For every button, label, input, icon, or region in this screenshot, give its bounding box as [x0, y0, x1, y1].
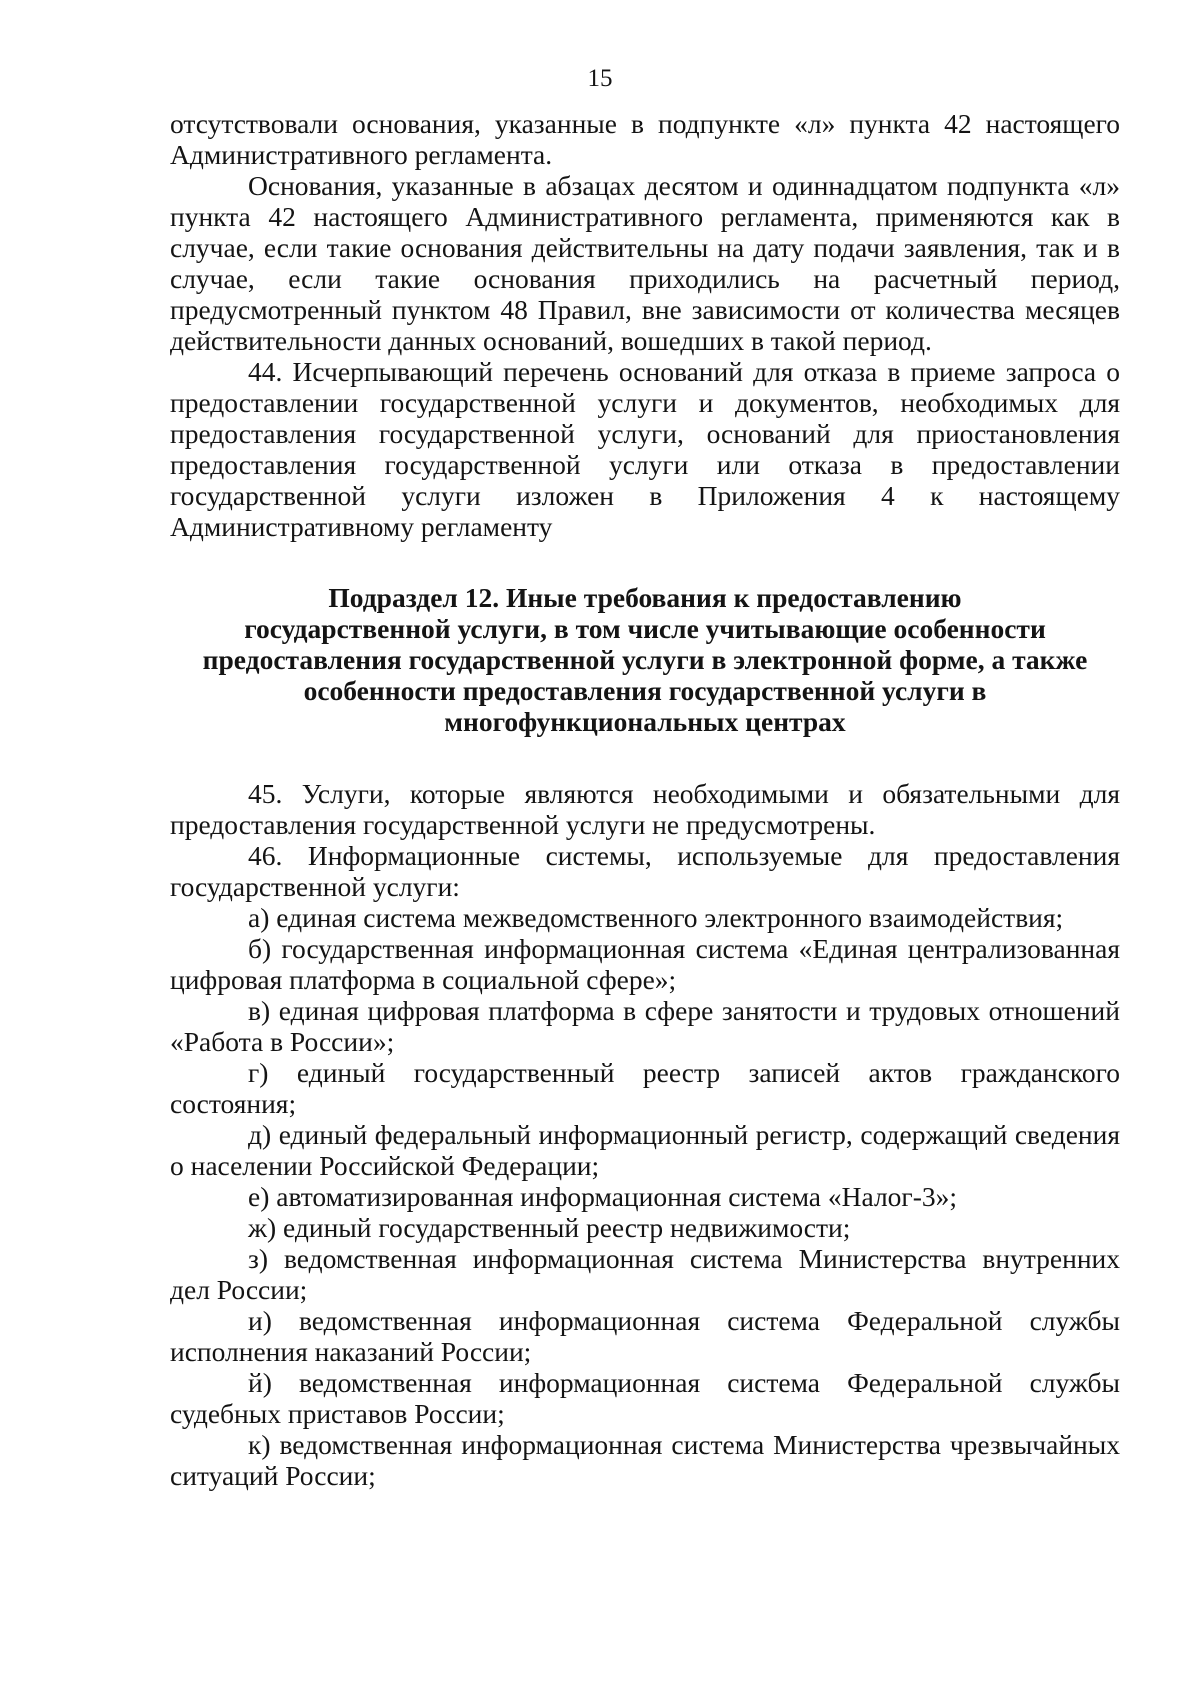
heading-line: Подраздел 12. Иные требования к предоставлению: [328, 582, 962, 613]
paragraph-44: 44. Исчерпывающий перечень оснований для отказа в приеме запроса о предоставлении государственной услуги и документов, необходимых для предоставления государственной услуги, оснований для приостановления предоставления государственной услуги или отказа в предоставлении государственной услуги изложен в Приложения 4 к настоящему Административному регламенту: [170, 356, 1120, 542]
document-body: [170, 108, 1120, 1491]
paragraph: Основания, указанные в абзацах десятом и одиннадцатом подпункта «л» пункта 42 настоящего Административного регламента, применяются как в случае, если такие основания действительны на дату подачи заявления, так и в случае, если такие основания приходились на расчетный период, предусмотренный пунктом 48 Правил, вне зависимости от количества месяцев действительности данных оснований, вошедших в такой период.: [170, 170, 1120, 356]
heading-line: предоставления государственной услуги в электронной форме, а также: [202, 644, 1088, 675]
list-item: в) единая цифровая платформа в сфере занятости и трудовых отношений «Работа в России»;: [170, 995, 1120, 1057]
list-item: з) ведомственная информационная система Министерства внутренних дел России;: [170, 1243, 1120, 1305]
list-item: й) ведомственная информационная система Федеральной службы судебных приставов России;: [170, 1367, 1120, 1429]
paragraph-45: 45. Услуги, которые являются необходимыми и обязательными для предоставления государственной услуги не предусмотрены.: [170, 778, 1120, 840]
heading-line: многофункциональных центрах: [444, 706, 846, 737]
section-heading: [170, 582, 1120, 737]
list-item: к) ведомственная информационная система Министерства чрезвычайных ситуаций России;: [170, 1429, 1120, 1491]
list-item: д) единый федеральный информационный регистр, содержащий сведения о населении Российской Федерации;: [170, 1119, 1120, 1181]
page-number: 15: [587, 65, 613, 92]
list-item: ж) единый государственный реестр недвижимости;: [248, 1212, 851, 1243]
list-item: б) государственная информационная система «Единая централизованная цифровая платформа в социальной сфере»;: [170, 933, 1120, 995]
heading-line: государственной услуги, в том числе учитывающие особенности: [244, 613, 1046, 644]
list-item: и) ведомственная информационная система Федеральной службы исполнения наказаний России;: [170, 1305, 1120, 1367]
list-item: а) единая система межведомственного электронного взаимодействия;: [248, 902, 1064, 933]
heading-line: особенности предоставления государственной услуги в: [303, 675, 987, 706]
paragraph-46: 46. Информационные системы, используемые для предоставления государственной услуги:: [170, 840, 1120, 902]
list-item: е) автоматизированная информационная система «Налог-3»;: [248, 1181, 957, 1212]
list-item: г) единый государственный реестр записей актов гражданского состояния;: [170, 1057, 1120, 1119]
paragraph: отсутствовали основания, указанные в подпункте «л» пункта 42 настоящего Административного регламента.: [170, 108, 1120, 170]
